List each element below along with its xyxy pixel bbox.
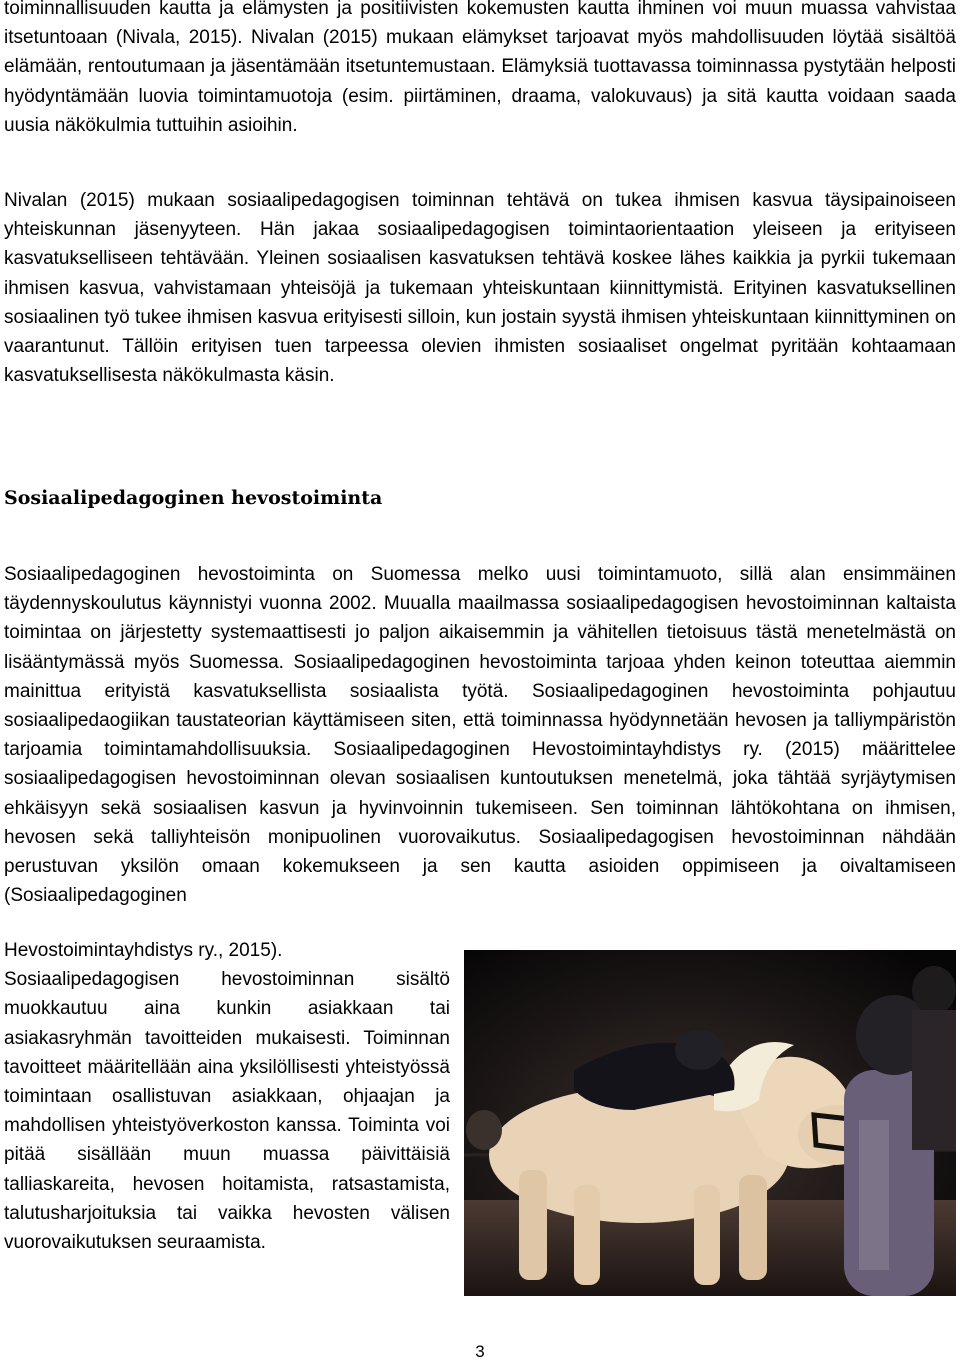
horse-photo-illustration xyxy=(464,950,956,1296)
paragraph-sosiaalipedagogisen-tehtava: Nivalan (2015) mukaan sosiaalipedagogisen toiminnan tehtävä on tukea ihmisen kasvua täysipainoiseen yhteiskunnan jäsenyyteen. Hän jakaa sosiaalipedagogisen toimintaorientaation yleiseen ja erityiseen kasvatukselliseen tehtävään. Yleinen sosiaalisen kasvatuksen tehtävä koskee lähes kaikkia ja pyrkii tukemaan ihmisen kasvua, vahvistamaan yhteisöjä ja tukemaan yhteiskuntaan kiinnittymistä. Erityinen kasvatuksellinen sosiaalinen työ tukee ihmisen kasvua erityisesti silloin, kun jostain syystä ihmisen yhteiskuntaan kiinnittyminen on vaarantunut. Tällöin erityisen tuen tarpeessa olevien ihmisten sosiaaliset ongelmat pyritään kohtaamaan kasvatuksellisesta näkökulmasta käsin. xyxy=(4,190,956,387)
section-heading: Sosiaalipedagoginen hevostoiminta xyxy=(4,487,383,509)
page-number: 3 xyxy=(475,1342,485,1361)
paragraph-elamykset: toiminnallisuuden kautta ja elämysten ja positiivisten kokemusten kautta ihminen voi muun muassa vahvistaa itsetuntoaan (Nivala, 2015). Nivalan (2015) mukaan elämykset tarjoavat myös mahdollisuuden löytää sisältöä elämään, rentoutumaan ja jäsentämään itsetuntemustaan. Elämyksiä tuottavassa toiminnassa pystytään helposti hyödyntämään luovia toimintamuotoja (esim. piirtäminen, draama, valokuvaus) ja sitä kautta voidaan saada uusia näkökulmia tuttuihin asioihin. xyxy=(4,0,956,136)
horse-photo xyxy=(464,950,956,1296)
paragraph-hevostoiminta-tail: Hevostoimintayhdistys ry., 2015). xyxy=(4,940,283,961)
paragraph-hevostoiminta-intro xyxy=(4,560,956,910)
paragraph-hevostoiminta-content: Sosiaalipedagogisen hevostoiminnan sisältö muokkautuu aina kunkin asiakkaan tai asiakasryhmän tavoitteiden mukaisesti. Toiminnan tavoitteet määritellään aina yksilöllisesti yhteistyössä toimintaan osallistuvan asiakkaan, ohjaajan ja mahdollisen yhteistyöverkoston kanssa. Toiminta voi pitää sisällään muun muassa päivittäisiä talliaskareita, hevosen hoitamista, ratsastamista, talutusharjoituksia tai vaikka hevosten välisen vuorovaikutuksen seuraamista. xyxy=(4,969,450,1254)
paragraph-hevostoiminta-body: Sosiaalipedagoginen hevostoiminta on Suomessa melko uusi toimintamuoto, sillä alan ensimmäinen täydennyskoulutus käynnistyi vuonna 2002. Muualla maailmassa sosiaalipedagogisen hevostoiminnan kaltaista toimintaa on järjestetty systemaattisesti jo paljon aikaisemmin ja vähitellen tietoisuus tästä menetelmästä on lisääntymässä myös Suomessa. Sosiaalipedagoginen hevostoiminta tarjoaa yhden keinon toteuttaa aiemmin mainittua erityistä kasvatuksellista sosiaalista työtä. Sosiaalipedagoginen hevostoiminta pohjautuu sosiaalipedaogiikan taustateorian käyttämiseen siten, että toiminnassa hyödynnetään hevosen ja talliympäristön tarjoamia toimintamahdollisuuksia. Sosiaalipedagoginen Hevostoimintayhdistys ry. (2015) määrittelee sosiaalipedagogisen hevostoiminnan olevan sosiaalisen kuntoutuksen menetelmä, joka tähtää syrjäytymisen ehkäisyyn sekä sosiaalisen kasvun ja hyvinvoinnin tukemiseen. Sen toiminnan lähtökohtana on ihmisen, hevosen sekä talliyhteisön monipuolinen vuorovaikutus. Sosiaalipedagogisen hevostoiminnan nähdään perustuvan yksilön omaan kokemukseen ja sen kautta asioiden oppimiseen ja oivaltamiseen (Sosiaalipedagoginen xyxy=(4,564,956,907)
text-with-photo xyxy=(4,936,956,1296)
